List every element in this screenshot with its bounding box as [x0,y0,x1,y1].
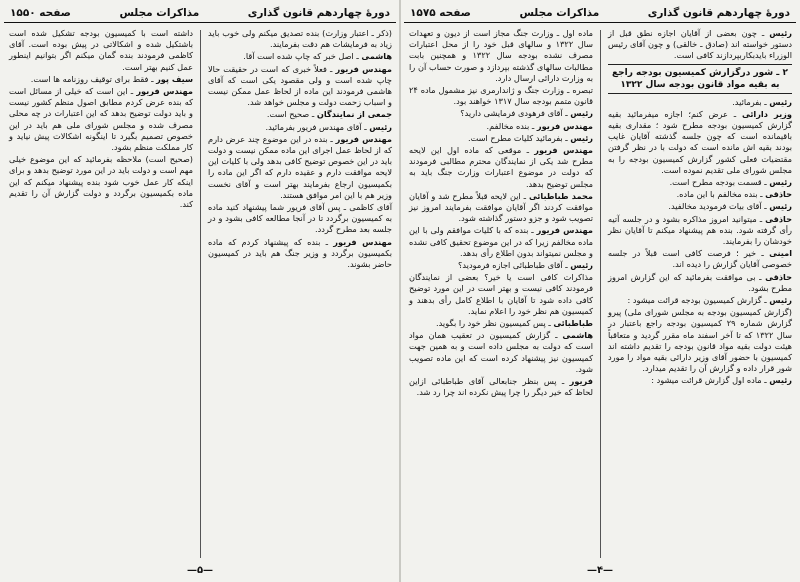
speech-text: ـ بنده مخالفم. [486,120,537,131]
speaker-name: وزیر دارائی [742,108,792,119]
speech-text: ـ فقط برای توقیف روزنامه ها است. [30,73,157,84]
speaker-name: رئیس [570,260,593,271]
speech-text: ـ این است که خیلی از مسائل است که بنده عرض کردم مطابق اصول منظم کشور نیست و باید دولت توضیح بدهد که این اعتبارات در چه محلی مصرف شده و مجلس شورای ملی هم باید در این خصوص تصمیم بگیرد تا اینگونه اشکالات پیش نیاید و کار مملکت منظم بشود. [9,86,193,153]
speech-text: ـ آقای مهندس فریور بفرمائید. [265,121,370,132]
transcript-paragraph [608,248,792,270]
left-page-body [4,28,396,560]
right-page-header [404,4,796,23]
speech-text: ـ بی موافقت بفرمائید که این گزارش امروز مطرح بشود. [608,271,792,293]
speaker-name: رئیس [769,375,792,386]
left-page [4,4,396,578]
speech-text: ـ چون بعضی از آقایان اجازه نطق قبل از دستور خواسته اند (صادق ـ خالقی) و چون آقای رئیس الوزراء بایدبکاربپردازند کافی است. [608,28,792,61]
column-rule [600,30,601,558]
speech-text: ـ فعلاً خبری که است در حقیقت حالا چاپ شده است و ولی مقصود یکی است که آقای هاشمی فرمودند این ماده از لحاظ عمل ممکن نیست و اسباب زحمت دولت و مجلس خواهد شد. [208,63,392,108]
speech-text: ـ آقای بیات فرمودید مخالفید. [668,201,770,212]
speech-text: ـ عرض کنم؛ اجازه میفرمائید بقیه گزارش کمیسیون بودجه مطرح شود ؛ مقداری بقیه باقیمانده است که چون جلسه گذشته آقایان غایب بودند بقیه اش مانده است که دولت با در نظر گرفتن مقتضیات فعلی کشور گزارش کمیسیون بودجه را به مجلس شورای ملی تقدیم نموده است. [608,108,792,175]
transcript-paragraph [608,28,792,62]
speech-text: ـ آقای طباطبائی اجازه فرمودید؟ [458,260,571,271]
speaker-name: رئیس [570,132,593,143]
transcript-paragraph [409,225,593,259]
transcript-paragraph [409,318,593,329]
speech-text: ـ این لایحه قبلاً مطرح شد و آقایان موافقت کردند اگر آقایان موافقت بفرمایند امروز نیز تصویب شود و جزو دستور گذاشته شود. [409,190,593,224]
transcript-paragraph [208,51,392,62]
speech-text: داشته است با کمیسیون بودجه تشکیل شده است باشتکیل شده و اشکالاتی در پیش بوده است. آقای کاظمی فرمودند بنده گمان میکنم اگر بتوانیم اینطور عمل کنیم بهتر است. [9,28,193,72]
transcript-paragraph [409,145,593,190]
right-page [404,4,796,578]
transcript-paragraph [208,109,392,120]
section-heading: ۲ ـ شور درگزارش کمیسیون بودجه راجع به بقیه مواد قانون بودجه سال ۱۳۲۲ [608,64,792,94]
right-page-left-column [405,28,597,560]
transcript-paragraph [208,202,392,236]
header-title: مذاکرات مجلس [119,7,200,19]
right-page-right-column [604,28,796,560]
speaker-name: امینی [769,248,792,259]
transcript-paragraph [208,134,392,201]
speaker-name: حاذقی [765,271,792,282]
left-page-left-column [5,28,197,560]
speech-text: ـ بنده در این موضوع چند عرض دارم که از لحاظ عمل اجرای این ماده ممکن نیست و دولت باید در این خصوص توضیح کافی بدهد ولی با کلیات این لایحه موافقت دارم و عقیده دارم که اگر این ماده را بکمیسیون ارجاع بفرمایند بهتر است و آقای نخست وزیر هم با این امر موافق هستند. [208,133,392,200]
transcript-paragraph [409,191,593,225]
header-page-number: صفحه ۱۵۵۰ [10,7,71,19]
header-session: دورهٔ چهاردهم قانون گذاری [247,7,390,19]
transcript-paragraph [409,108,593,119]
transcript-paragraph [608,177,792,188]
speaker-name: هاشمی [361,51,392,62]
speech-text: ـ صحیح است. [266,109,317,120]
transcript-paragraph [608,307,792,374]
speech-text: تبصره ـ وزارت جنگ و ژاندارمری نیز مشمول ماده ۲۴ قانون متمم بودجه سال ۱۳۱۷ خواهند بود. [409,85,593,107]
speech-text: ـ خیر ؛ فرصت کافی است قبلاً در جلسه خصوصی آقایان گزارش را دیده اند. [608,248,792,270]
speech-text: ـ پس کمیسیون نظر خود را بگوید. [436,318,554,329]
speech-text: ـ بنده مخالفم با این ماده. [676,189,766,200]
transcript-paragraph [9,154,193,210]
transcript-paragraph [608,375,792,386]
speaker-name: طباطبائی [553,318,593,329]
transcript-paragraph [409,133,593,144]
header-title: مذاکرات مجلس [519,7,600,19]
page-folio: —۴— [586,565,614,576]
page-gutter [399,0,401,582]
speaker-name: مهندس فریور [536,120,593,131]
transcript-paragraph [409,330,593,375]
transcript-paragraph [208,64,392,109]
transcript-paragraph [608,295,792,306]
speaker-name: مهندس فریور [136,86,193,97]
transcript-paragraph [608,109,792,176]
transcript-paragraph [9,28,193,73]
speaker-name: مهندس فریور [534,145,593,156]
transcript-paragraph [608,272,792,294]
speaker-name: رئیس [570,108,593,119]
page-folio: —۵— [186,565,214,576]
speech-text: ـ بنده که پیشنهاد کردم که ماده بکمیسیون برگردد و وزیر جنگ هم باید در کمیسیون حاضر بشوند. [208,236,392,270]
transcript-paragraph [608,201,792,212]
speaker-name: رئیس [769,177,792,188]
transcript-paragraph [608,214,792,248]
transcript-paragraph [9,74,193,85]
speaker-name: مهندس فریور [536,225,593,236]
speaker-name: هاشمی [562,330,593,341]
speaker-name: حاذقی [765,189,792,200]
speech-text: ـ موقعی که ماده اول این لایحه مطرح شد یکی از نمایندگان محترم مطالبی فرمودند که دولت در موضوع اعتبارات وزارت جنگ باید به مجلس توضیح بدهد. [409,145,593,189]
speech-text: (صحیح است) ملاحظه بفرمائید که این موضوع خیلی مهم است و دولت باید در این مورد توضیح بدهد و برای اینکه کار عمل خوب شود بنده پیشنهاد میکنم که این ماده بکمیسیون برگردد و دولت گزارش آن را تقدیم کند. [9,154,193,210]
speech-text: آقای کاظمی ـ پس آقای فریور شما پیشنهاد کنید ماده به کمیسیون برگردد تا در آنجا مطالعه کافی بشود و در جلسه بعد مطرح گردد. [208,202,392,235]
transcript-paragraph [208,28,392,50]
speaker-name: رئیس [369,121,392,132]
transcript-paragraph [409,85,593,107]
transcript-paragraph [409,272,593,317]
transcript-paragraph [608,189,792,200]
speech-text: ـ گزارش کمیسیون بودجه قرائت میشود : [627,295,770,306]
column-rule [200,30,201,558]
speaker-name: رئیس [769,96,792,107]
transcript-paragraph [409,28,593,84]
transcript-paragraph [208,237,392,271]
speaker-name: محمد طباطبائی [529,190,593,201]
left-page-right-column [204,28,396,560]
speech-text: ـ قسمت بودجه مطرح است. [669,177,770,188]
transcript-paragraph [409,376,593,398]
transcript-paragraph [9,86,193,153]
speaker-name: رئیس [769,28,792,38]
speech-text: ـ بفرمائید کلیات مطرح است. [468,132,571,143]
speech-text: ـ آقای فرهودی فرمایشی دارید؟ [460,108,571,119]
speech-text: ـ بنده که با کلیات موافقم ولی با این ماده مخالفم زیرا که در این موضوع تحقیق کافی نشده و مجلس نمیتواند بدون اطلاع رأی بدهد. [409,225,593,258]
speech-text: ـ پس بنظر جنابعالی آقای طباطبائی ازاین لحاظ که خیر دیگر را چرا پیش نکرده اند چرا رد شد. [409,376,593,398]
speech-text: (ذکر ـ اعتبار وزارت) بنده تصدیق میکنم ولی خوب باید زیاد به فرمایشات هم دقت بفرمایند. [208,28,392,50]
speech-text: ـ بفرمائید. [732,96,770,107]
speaker-name: فریور [569,376,593,387]
right-page-body [404,28,796,560]
header-session: دورهٔ چهاردهم قانون گذاری [647,7,790,19]
left-page-header [4,4,396,23]
speaker-name: رئیس [769,295,792,306]
speech-text: ماده اول ـ وزارت جنگ مجاز است از دیون و تعهدات سال ۱۳۲۲ و سالهای قبل خود را از محل اعتبارات مصرف نشده بودجه سال ۱۳۲۲ و همچنین بابت مطالبات سالهای گذشته بپردازد و صورت حساب آن را به وزارت دارائی ارسال دارد. [409,28,594,83]
speaker-name: مهندس فریور [333,236,392,247]
header-page-number: صفحه ۱۵۷۵ [410,7,471,19]
transcript-paragraph [409,121,593,132]
transcript-paragraph [608,97,792,108]
speaker-name: مهندس فریور [335,133,392,144]
speaker-name: رئیس [769,201,792,212]
speech-text: ـ گزارش کمیسیون در تعقیب همان مواد است که دولت به مجلس داده است و به همین جهت کمیسیون نیز پیشنهاد کرده است که این ماده تصویب شود. [409,330,593,374]
transcript-paragraph [409,260,593,271]
speech-text: ـ اصل خبر که چاپ شده است آقا. [243,51,362,62]
speaker-name: حاذقی [765,213,792,224]
speech-text: مذاکرات کافی است یا خیر؟ بعضی از نمایندگان فرمودند کافی نیست و بهتر است در این مورد توضیح کافی داده شود تا آقایان با اطلاع کامل رأی بدهند و کمیسیون هم نظر خود را اعلام نماید. [409,272,593,316]
transcript-paragraph [208,122,392,133]
speech-text: ـ ماده اول گزارش قرائت میشود : [651,375,770,386]
speech-text: (گزارش کمیسیون بودجه به مجلس شورای ملی) پیرو گزارش شماره ۲۹ کمیسیون بودجه راجع باعتبار در سال ۱۳۲۲ که تا آخر اسفند ماه مقرر گردید و متعاقباً هیئت دولت بقیه مواد قانون بودجه را تقدیم داشته اند کمیسیون با حضور آقای وزیر دارائی بقیه مواد را مورد شور قرار داده و گزارش آن را تقدیم میدارد. [608,307,792,374]
speaker-name: مهندس فریور [335,63,392,74]
speaker-name: سیف پور [156,73,193,84]
speaker-name: جمعی از نمایندگان [316,109,392,120]
speech-text: ـ میتوانید امروز مذاکره بشود و در جلسه آتیه رأی گرفته شود. بنده هم پیشنهاد میکنم تا آقایان نظر خودشان را بفرمایند. [608,213,792,247]
